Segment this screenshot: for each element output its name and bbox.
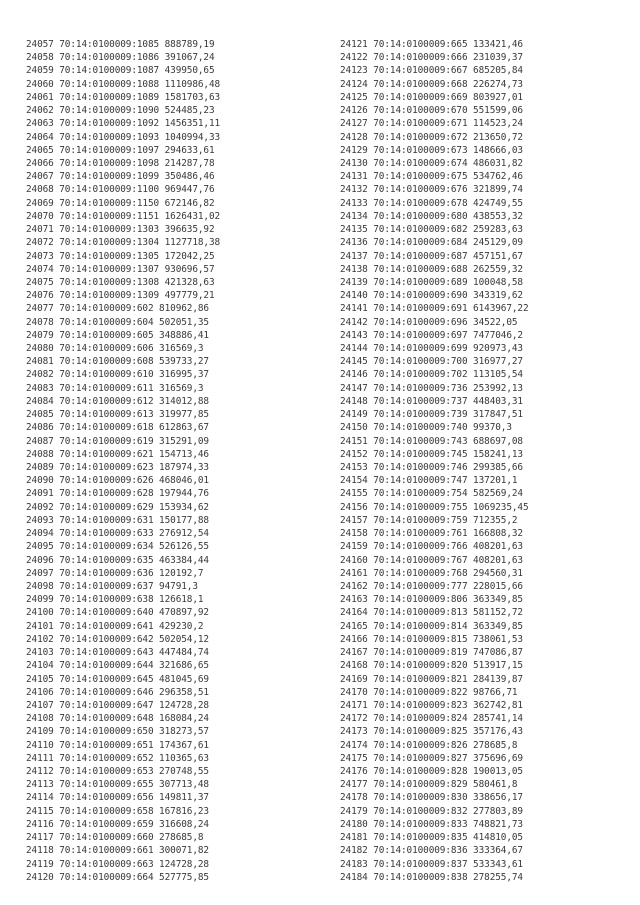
table-row: 24113 70:14:0100009:655 307713,48 [26, 779, 209, 791]
table-row: 24122 70:14:0100009:666 231039,37 [340, 52, 523, 64]
table-row: 24141 70:14:0100009:691 6143967,22 [340, 303, 529, 315]
table-row: 24131 70:14:0100009:675 534762,46 [340, 171, 523, 183]
table-row: 24182 70:14:0100009:836 333364,67 [340, 845, 523, 857]
table-row: 24155 70:14:0100009:754 582569,24 [340, 488, 523, 500]
table-row: 24124 70:14:0100009:668 226274,73 [340, 78, 523, 90]
table-row: 24150 70:14:0100009:740 99370,3 [340, 422, 512, 434]
table-row: 24147 70:14:0100009:736 253992,13 [340, 382, 523, 394]
table-row: 24068 70:14:0100009:1100 969447,76 [26, 184, 215, 196]
table-row: 24165 70:14:0100009:814 363349,85 [340, 620, 523, 632]
table-row: 24063 70:14:0100009:1092 1456351,11 [26, 118, 221, 130]
table-row: 24098 70:14:0100009:637 94791,3 [26, 580, 198, 592]
table-row: 24126 70:14:0100009:670 551599,06 [340, 105, 523, 117]
table-row: 24095 70:14:0100009:634 526126,55 [26, 541, 209, 553]
table-row: 24167 70:14:0100009:819 747086,87 [340, 647, 523, 659]
table-row: 24109 70:14:0100009:650 318273,57 [26, 726, 209, 738]
table-row: 24105 70:14:0100009:645 481045,69 [26, 673, 209, 685]
table-row: 24158 70:14:0100009:761 166808,32 [340, 528, 523, 540]
table-row: 24142 70:14:0100009:696 34522,05 [340, 316, 518, 328]
right-column [340, 38, 529, 884]
table-row: 24178 70:14:0100009:830 338656,17 [340, 792, 523, 804]
table-row: 24084 70:14:0100009:612 314012,88 [26, 395, 209, 407]
table-row: 24086 70:14:0100009:618 612863,67 [26, 422, 209, 434]
table-row: 24154 70:14:0100009:747 137201,1 [340, 475, 518, 487]
left-column [26, 38, 220, 884]
table-row: 24135 70:14:0100009:682 259283,63 [340, 224, 523, 236]
table-row: 24080 70:14:0100009:606 316569,3 [26, 343, 204, 355]
table-row: 24125 70:14:0100009:669 803927,01 [340, 91, 523, 103]
table-row: 24143 70:14:0100009:697 7477046,2 [340, 329, 523, 341]
table-row: 24175 70:14:0100009:827 375696,69 [340, 752, 523, 764]
table-row: 24138 70:14:0100009:688 262559,32 [340, 263, 523, 275]
table-row: 24073 70:14:0100009:1305 172042,25 [26, 250, 215, 262]
table-row: 24181 70:14:0100009:835 414810,05 [340, 832, 523, 844]
table-row: 24064 70:14:0100009:1093 1040994,33 [26, 131, 221, 143]
table-row: 24139 70:14:0100009:689 100048,58 [340, 276, 523, 288]
table-row: 24118 70:14:0100009:661 300071,82 [26, 845, 209, 857]
table-row: 24072 70:14:0100009:1304 1127718,38 [26, 237, 221, 249]
table-row: 24160 70:14:0100009:767 408201,63 [340, 554, 523, 566]
table-row: 24153 70:14:0100009:746 299385,66 [340, 462, 523, 473]
table-row: 24062 70:14:0100009:1090 524485,23 [26, 105, 215, 117]
table-row: 24088 70:14:0100009:621 154713,46 [26, 448, 209, 460]
table-row: 24104 70:14:0100009:644 321686,65 [26, 660, 209, 672]
table-row: 24099 70:14:0100009:638 126618,1 [26, 594, 204, 606]
table-row: 24129 70:14:0100009:673 148666,03 [340, 144, 523, 156]
table-row: 24157 70:14:0100009:759 712355,2 [340, 514, 518, 526]
table-row: 24070 70:14:0100009:1151 1626431,02 [26, 210, 221, 222]
table-row: 24087 70:14:0100009:619 315291,09 [26, 435, 209, 447]
table-row: 24093 70:14:0100009:631 150177,88 [26, 514, 209, 526]
table-row: 24102 70:14:0100009:642 502054,12 [26, 633, 209, 645]
table-row: 24146 70:14:0100009:702 113105,54 [340, 369, 523, 381]
table-row: 24058 70:14:0100009:1086 391067,24 [26, 52, 215, 64]
table-row: 24090 70:14:0100009:626 468046,01 [26, 475, 209, 487]
table-row: 24130 70:14:0100009:674 486031,82 [340, 157, 523, 169]
table-row: 24119 70:14:0100009:663 124728,28 [26, 858, 209, 870]
table-row: 24066 70:14:0100009:1098 214287,78 [26, 157, 215, 169]
table-row: 24075 70:14:0100009:1308 421328,63 [26, 276, 215, 288]
table-row: 24082 70:14:0100009:610 316995,37 [26, 369, 209, 381]
table-row: 24085 70:14:0100009:613 319977,85 [26, 409, 209, 421]
table-row: 24144 70:14:0100009:699 920973,43 [340, 343, 523, 355]
table-row: 24179 70:14:0100009:832 277803,89 [340, 805, 523, 817]
table-row: 24071 70:14:0100009:1303 396635,92 [26, 224, 215, 236]
table-row: 24081 70:14:0100009:608 539733,27 [26, 356, 209, 368]
table-row: 24166 70:14:0100009:815 738061,53 [340, 633, 523, 645]
table-row: 24140 70:14:0100009:690 343319,62 [340, 290, 523, 302]
table-row: 24172 70:14:0100009:824 285741,14 [340, 713, 523, 725]
table-row: 24092 70:14:0100009:629 153934,62 [26, 501, 209, 513]
table-row: 24123 70:14:0100009:667 685205,84 [340, 65, 523, 77]
table-row: 24117 70:14:0100009:660 278685,8 [26, 832, 204, 844]
table-row: 24060 70:14:0100009:1088 1110986,48 [26, 78, 221, 90]
table-row: 24100 70:14:0100009:640 470897,92 [26, 607, 209, 619]
table-row: 24110 70:14:0100009:651 174367,61 [26, 739, 209, 751]
table-row: 24089 70:14:0100009:623 187974,33 [26, 462, 209, 473]
table-row: 24180 70:14:0100009:833 748821,73 [340, 818, 523, 830]
table-row: 24078 70:14:0100009:604 502051,35 [26, 316, 209, 328]
table-row: 24077 70:14:0100009:602 810962,86 [26, 303, 209, 315]
table-row: 24076 70:14:0100009:1309 497779,21 [26, 290, 215, 302]
table-row: 24169 70:14:0100009:821 284139,87 [340, 673, 523, 685]
table-row: 24065 70:14:0100009:1097 294633,61 [26, 144, 215, 156]
table-row: 24171 70:14:0100009:823 362742,81 [340, 699, 523, 711]
table-row: 24162 70:14:0100009:777 228015,66 [340, 580, 523, 592]
table-row: 24111 70:14:0100009:652 110365,63 [26, 752, 209, 764]
table-row: 24132 70:14:0100009:676 321899,74 [340, 184, 523, 196]
table-row: 24149 70:14:0100009:739 317847,51 [340, 409, 523, 421]
table-row: 24079 70:14:0100009:605 348886,41 [26, 329, 209, 341]
table-row: 24121 70:14:0100009:665 133421,46 [340, 39, 523, 50]
table-row: 24168 70:14:0100009:820 513917,15 [340, 660, 523, 672]
table-row: 24115 70:14:0100009:658 167816,23 [26, 805, 209, 817]
table-row: 24161 70:14:0100009:768 294560,31 [340, 567, 523, 579]
table-row: 24069 70:14:0100009:1150 672146,82 [26, 197, 215, 209]
table-row: 24107 70:14:0100009:647 124728,28 [26, 699, 209, 711]
table-row: 24183 70:14:0100009:837 533343,61 [340, 858, 523, 870]
table-row: 24184 70:14:0100009:838 278255,74 [340, 871, 523, 883]
table-row: 24061 70:14:0100009:1089 1581703,63 [26, 91, 221, 103]
table-row: 24170 70:14:0100009:822 98766,71 [340, 686, 518, 698]
table-row: 24173 70:14:0100009:825 357176,43 [340, 726, 523, 738]
table-row: 24137 70:14:0100009:687 457151,67 [340, 250, 523, 262]
table-row: 24094 70:14:0100009:633 276912,54 [26, 528, 209, 540]
table-row: 24148 70:14:0100009:737 448403,31 [340, 395, 523, 407]
table-row: 24057 70:14:0100009:1085 888789,19 [26, 39, 215, 50]
table-row: 24177 70:14:0100009:829 580461,8 [340, 779, 518, 791]
table-row: 24091 70:14:0100009:628 197944,76 [26, 488, 209, 500]
table-row: 24156 70:14:0100009:755 1069235,45 [340, 501, 529, 513]
table-row: 24164 70:14:0100009:813 581152,72 [340, 607, 523, 619]
table-row: 24106 70:14:0100009:646 296358,51 [26, 686, 209, 698]
table-row: 24134 70:14:0100009:680 438553,32 [340, 210, 523, 222]
table-row: 24059 70:14:0100009:1087 439950,65 [26, 65, 215, 77]
table-row: 24116 70:14:0100009:659 316608,24 [26, 818, 209, 830]
table-row: 24108 70:14:0100009:648 168084,24 [26, 713, 209, 725]
table-row: 24096 70:14:0100009:635 463384,44 [26, 554, 209, 566]
table-row: 24083 70:14:0100009:611 316569,3 [26, 382, 204, 394]
table-row: 24101 70:14:0100009:641 429230,2 [26, 620, 204, 632]
table-row: 24151 70:14:0100009:743 688697,08 [340, 435, 523, 447]
table-row: 24097 70:14:0100009:636 120192,7 [26, 567, 204, 579]
table-row: 24133 70:14:0100009:678 424749,55 [340, 197, 523, 209]
table-row: 24145 70:14:0100009:700 316977,27 [340, 356, 523, 368]
table-row: 24103 70:14:0100009:643 447484,74 [26, 647, 209, 659]
table-row: 24163 70:14:0100009:806 363349,85 [340, 594, 523, 606]
table-row: 24176 70:14:0100009:828 190013,05 [340, 766, 523, 778]
table-row: 24128 70:14:0100009:672 213650,72 [340, 131, 523, 143]
table-row: 24136 70:14:0100009:684 245129,09 [340, 237, 523, 249]
table-row: 24152 70:14:0100009:745 158241,13 [340, 448, 523, 460]
table-row: 24114 70:14:0100009:656 149811,37 [26, 792, 209, 804]
table-row: 24067 70:14:0100009:1099 350486,46 [26, 171, 215, 183]
table-row: 24159 70:14:0100009:766 408201,63 [340, 541, 523, 553]
table-row: 24174 70:14:0100009:826 278685,8 [340, 739, 518, 751]
table-row: 24074 70:14:0100009:1307 930696,57 [26, 263, 215, 275]
table-row: 24120 70:14:0100009:664 527775,85 [26, 871, 209, 883]
table-row: 24112 70:14:0100009:653 270748,55 [26, 766, 209, 778]
table-row: 24127 70:14:0100009:671 114523,24 [340, 118, 523, 130]
